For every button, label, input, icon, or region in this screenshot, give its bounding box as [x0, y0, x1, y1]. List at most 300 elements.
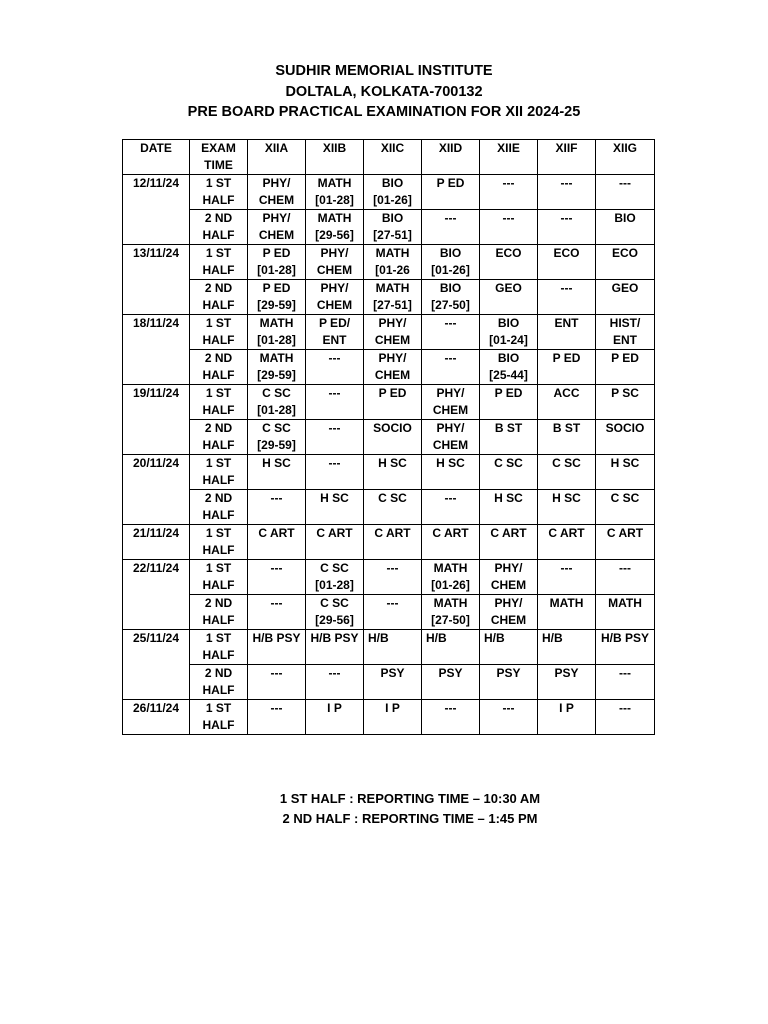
cell-text-line: --- [328, 666, 341, 680]
cell-text-line: C SC [494, 456, 523, 470]
date-cell: 13/11/24 [123, 245, 190, 315]
cell-text-line: H SC [552, 491, 581, 505]
cell-text-line: P ED [494, 386, 523, 400]
subject-cell [248, 315, 306, 350]
subject-cell [422, 490, 480, 525]
cell-text-line: ECO [495, 246, 522, 260]
subject-cell [538, 630, 596, 665]
subject-cell [248, 210, 306, 245]
subject-cell [480, 455, 538, 490]
cell-text-line: --- [619, 561, 631, 575]
subject-cell [596, 455, 655, 490]
subject-cell [306, 245, 364, 280]
table-row [123, 420, 655, 455]
subject-cell [248, 595, 306, 630]
table-row [123, 245, 655, 280]
subject-cell [480, 210, 538, 245]
subject-cell [480, 385, 538, 420]
cell-text-line: 2 ND [204, 491, 233, 505]
cell-text-line: I P [385, 701, 400, 715]
document-header [0, 61, 768, 123]
subject-cell [364, 280, 422, 315]
date-cell: 12/11/24 [123, 175, 190, 245]
cell-text-line: --- [502, 211, 515, 225]
subject-cell [480, 175, 538, 210]
cell-text-line: 2 ND [204, 596, 233, 610]
subject-cell [248, 280, 306, 315]
cell-text-line: C SC [552, 456, 581, 470]
cell-text-line: --- [619, 701, 631, 715]
subject-cell [364, 420, 422, 455]
subject-cell [596, 560, 655, 595]
subject-cell [422, 280, 480, 315]
cell-text-line: [01-26] [431, 263, 470, 277]
cell-text-line: HALF [202, 263, 235, 277]
cell-text-line: PHY/ [262, 211, 291, 225]
cell-text-line: P ED [262, 246, 291, 260]
exam-time-cell [190, 280, 248, 315]
subject-cell [248, 385, 306, 420]
cell-text-line: BIO [381, 176, 404, 190]
cell-text-line: MATH [317, 176, 352, 190]
cell-text-line: H/B [368, 631, 389, 645]
table-header-row [123, 140, 655, 175]
exam-time-cell [190, 560, 248, 595]
subject-cell [538, 350, 596, 385]
column-header [248, 140, 306, 175]
cell-text-line: --- [328, 421, 341, 435]
cell-text-line: BIO [439, 246, 462, 260]
subject-cell [538, 315, 596, 350]
cell-text-line: PSY [496, 666, 521, 680]
cell-text-line: [27-51] [373, 298, 412, 312]
cell-text-line: HALF [202, 438, 235, 452]
cell-text-line: BIO [381, 211, 404, 225]
cell-text-line: [29-59] [257, 368, 296, 382]
date-cell: 21/11/24 [123, 525, 190, 560]
subject-cell [422, 315, 480, 350]
cell-text-line: MATH [317, 211, 352, 225]
second-half-reporting-time: 2 ND HALF : REPORTING TIME – 1:45 PM [282, 811, 538, 826]
subject-cell [306, 280, 364, 315]
cell-text-line: ENT [613, 333, 637, 347]
cell-text-line: CHEM [374, 368, 411, 382]
subject-cell [422, 175, 480, 210]
cell-text-line: C ART [432, 526, 469, 540]
subject-cell [538, 420, 596, 455]
table-row [123, 350, 655, 385]
exam-time-cell [190, 490, 248, 525]
cell-text-line: HALF [202, 298, 235, 312]
cell-text-line: ECO [611, 246, 638, 260]
subject-cell [364, 210, 422, 245]
subject-cell [364, 490, 422, 525]
subject-cell [306, 210, 364, 245]
subject-cell [364, 560, 422, 595]
cell-text-line: HALF [202, 508, 235, 522]
cell-text-line: C SC [262, 386, 291, 400]
subject-cell [248, 175, 306, 210]
cell-text-line: CHEM [316, 298, 353, 312]
cell-text-line: PHY/ [494, 596, 523, 610]
cell-text-line: HALF [202, 403, 235, 417]
exam-time-cell [190, 420, 248, 455]
subject-cell [364, 665, 422, 700]
cell-text-line: BIO [497, 351, 520, 365]
column-header [480, 140, 538, 175]
subject-cell [248, 630, 306, 665]
cell-text-line: CHEM [258, 193, 295, 207]
cell-text-line: --- [328, 456, 341, 470]
column-header [538, 140, 596, 175]
subject-cell [364, 525, 422, 560]
cell-text-line: PSY [380, 666, 405, 680]
subject-cell [538, 490, 596, 525]
cell-text-line: PHY/ [494, 561, 523, 575]
cell-text-line: MATH [433, 561, 468, 575]
cell-text-line: --- [619, 176, 631, 190]
exam-time-cell [190, 175, 248, 210]
table-row [123, 560, 655, 595]
date-cell: 25/11/24 [123, 630, 190, 700]
cell-text-line: HALF [202, 578, 235, 592]
exam-time-cell [190, 700, 248, 735]
subject-cell [364, 385, 422, 420]
cell-text-line: GEO [611, 281, 639, 295]
cell-text-line: --- [270, 596, 283, 610]
column-header [364, 140, 422, 175]
cell-text-line: HALF [202, 473, 235, 487]
subject-cell [306, 525, 364, 560]
subject-cell [480, 525, 538, 560]
cell-text-line: [01-26] [373, 193, 412, 207]
subject-cell [248, 525, 306, 560]
subject-cell [306, 595, 364, 630]
cell-text-line: C ART [548, 526, 585, 540]
cell-text-line: --- [502, 176, 515, 190]
cell-text-line: CHEM [432, 403, 469, 417]
cell-text-line: 2 ND [204, 211, 233, 225]
cell-text-line: [01-28] [315, 578, 354, 592]
subject-cell [306, 490, 364, 525]
cell-text-line: P ED/ [318, 316, 351, 330]
column-header [306, 140, 364, 175]
cell-text-line: [29-59] [257, 298, 296, 312]
cell-text-line: --- [386, 596, 399, 610]
column-header [422, 140, 480, 175]
cell-text-line: 1 ST [205, 456, 232, 470]
subject-cell [422, 385, 480, 420]
cell-text-line: --- [270, 561, 283, 575]
table-row [123, 210, 655, 245]
cell-text-line: 1 ST [205, 561, 232, 575]
cell-text-line: PSY [438, 666, 463, 680]
cell-text-line: C ART [258, 526, 295, 540]
cell-text-line: EXAM [201, 141, 236, 155]
table-row [123, 385, 655, 420]
cell-text-line: [29-56] [315, 613, 354, 627]
date-cell: 19/11/24 [123, 385, 190, 455]
cell-text-line: [01-28] [315, 193, 354, 207]
subject-cell [480, 350, 538, 385]
subject-cell [596, 525, 655, 560]
table-row [123, 595, 655, 630]
subject-cell [538, 385, 596, 420]
subject-cell [480, 560, 538, 595]
subject-cell [306, 385, 364, 420]
cell-text-line: PHY/ [436, 421, 465, 435]
subject-cell [364, 350, 422, 385]
cell-text-line: --- [560, 561, 573, 575]
subject-cell [596, 490, 655, 525]
cell-text-line: [25-44] [489, 368, 528, 382]
cell-text-line: --- [444, 211, 457, 225]
cell-text-line: [01-28] [257, 263, 296, 277]
exam-time-cell [190, 665, 248, 700]
subject-cell [596, 315, 655, 350]
subject-cell [306, 350, 364, 385]
table-row [123, 700, 655, 735]
cell-text-line: H/B PSY [252, 631, 301, 645]
subject-cell [480, 280, 538, 315]
cell-text-line: --- [560, 176, 573, 190]
date-cell: 22/11/24 [123, 560, 190, 630]
subject-cell [596, 665, 655, 700]
subject-cell [306, 455, 364, 490]
subject-cell [480, 665, 538, 700]
cell-text-line: H SC [262, 456, 291, 470]
cell-text-line: MATH [549, 596, 584, 610]
cell-text-line: 1 ST [205, 176, 232, 190]
cell-text-line: --- [270, 701, 283, 715]
cell-text-line: SOCIO [605, 421, 645, 435]
date-cell: 18/11/24 [123, 315, 190, 385]
cell-text-line: P ED [552, 351, 581, 365]
subject-cell [538, 665, 596, 700]
table-row [123, 630, 655, 665]
cell-text-line: [27-51] [373, 228, 412, 242]
subject-cell [248, 665, 306, 700]
cell-text-line: CHEM [258, 228, 295, 242]
column-header [190, 140, 248, 175]
subject-cell [306, 420, 364, 455]
subject-cell [248, 420, 306, 455]
subject-cell [538, 700, 596, 735]
cell-text-line: P ED [436, 176, 465, 190]
cell-text-line: PHY/ [320, 281, 349, 295]
cell-text-line: --- [444, 701, 457, 715]
table-row [123, 280, 655, 315]
cell-text-line: --- [328, 386, 341, 400]
cell-text-line: H SC [436, 456, 465, 470]
cell-text-line: XIIG [612, 141, 637, 155]
cell-text-line: --- [560, 211, 573, 225]
cell-text-line: TIME [204, 158, 233, 172]
subject-cell [364, 245, 422, 280]
reporting-times [0, 789, 768, 829]
cell-text-line: BIO [614, 211, 636, 225]
table-row [123, 175, 655, 210]
cell-text-line: [29-56] [315, 228, 354, 242]
cell-text-line: C ART [606, 526, 644, 540]
cell-text-line: 1 ST [205, 316, 232, 330]
column-header [596, 140, 655, 175]
subject-cell [480, 630, 538, 665]
subject-cell [480, 490, 538, 525]
subject-cell [422, 630, 480, 665]
cell-text-line: B ST [494, 421, 523, 435]
cell-text-line: H/B [426, 631, 447, 645]
institute-name: SUDHIR MEMORIAL INSTITUTE [275, 63, 493, 79]
subject-cell [538, 595, 596, 630]
cell-text-line: 1 ST [205, 386, 232, 400]
subject-cell [596, 245, 655, 280]
cell-text-line: --- [328, 351, 341, 365]
cell-text-line: PHY/ [378, 351, 407, 365]
cell-text-line: H/B PSY [600, 631, 649, 645]
cell-text-line: I P [327, 701, 342, 715]
cell-text-line: --- [386, 561, 399, 575]
cell-text-line: MATH [608, 596, 642, 610]
cell-text-line: CHEM [490, 578, 527, 592]
table-row [123, 665, 655, 700]
cell-text-line: C ART [374, 526, 411, 540]
cell-text-line: XIIE [497, 141, 520, 155]
table-row [123, 315, 655, 350]
cell-text-line: MATH [259, 351, 294, 365]
cell-text-line: 2 ND [204, 666, 233, 680]
cell-text-line: --- [444, 316, 457, 330]
subject-cell [248, 490, 306, 525]
cell-text-line: C SC [320, 596, 349, 610]
cell-text-line: PHY/ [378, 316, 407, 330]
cell-text-line: CHEM [432, 438, 469, 452]
subject-cell [596, 210, 655, 245]
subject-cell [364, 630, 422, 665]
subject-cell [538, 210, 596, 245]
subject-cell [596, 595, 655, 630]
cell-text-line: 1 ST [205, 246, 232, 260]
cell-text-line: HALF [202, 718, 235, 732]
cell-text-line: H SC [610, 456, 640, 470]
cell-text-line: C ART [490, 526, 527, 540]
cell-text-line: P ED [611, 351, 639, 365]
cell-text-line: XIID [438, 141, 463, 155]
date-cell: 20/11/24 [123, 455, 190, 525]
cell-text-line: 1 ST [205, 631, 232, 645]
cell-text-line: C ART [316, 526, 353, 540]
subject-cell [248, 455, 306, 490]
cell-text-line: 1 ST [205, 701, 232, 715]
cell-text-line: HALF [202, 333, 235, 347]
table-row [123, 525, 655, 560]
exam-time-cell [190, 385, 248, 420]
subject-cell [364, 175, 422, 210]
first-half-reporting-time: 1 ST HALF : REPORTING TIME – 10:30 AM [279, 791, 541, 806]
table-row [123, 455, 655, 490]
cell-text-line: HALF [202, 543, 235, 557]
subject-cell [480, 700, 538, 735]
cell-text-line: HALF [202, 368, 235, 382]
cell-text-line: ENT [554, 316, 579, 330]
cell-text-line: H SC [320, 491, 349, 505]
cell-text-line: [01-26 [375, 263, 410, 277]
subject-cell [422, 245, 480, 280]
cell-text-line: BIO [439, 281, 462, 295]
cell-text-line: 2 ND [204, 421, 233, 435]
subject-cell [596, 385, 655, 420]
cell-text-line: GEO [495, 281, 522, 295]
subject-cell [538, 525, 596, 560]
cell-text-line: 2 ND [204, 281, 233, 295]
exam-time-cell [190, 245, 248, 280]
cell-text-line: ECO [553, 246, 580, 260]
cell-text-line: --- [444, 491, 457, 505]
cell-text-line: --- [560, 281, 573, 295]
cell-text-line: MATH [259, 316, 294, 330]
cell-text-line: HALF [202, 613, 235, 627]
cell-text-line: P SC [611, 386, 639, 400]
cell-text-line: DATE [140, 141, 172, 155]
subject-cell [538, 245, 596, 280]
subject-cell [248, 700, 306, 735]
exam-time-cell [190, 350, 248, 385]
cell-text-line: 2 ND [204, 351, 233, 365]
subject-cell [422, 525, 480, 560]
subject-cell [422, 210, 480, 245]
subject-cell [364, 595, 422, 630]
cell-text-line: HALF [202, 193, 235, 207]
cell-text-line: H/B PSY [310, 631, 359, 645]
subject-cell [248, 245, 306, 280]
cell-text-line: HALF [202, 228, 235, 242]
subject-cell [364, 700, 422, 735]
exam-time-cell [190, 595, 248, 630]
cell-text-line: CHEM [490, 613, 527, 627]
cell-text-line: P ED [262, 281, 291, 295]
subject-cell [480, 245, 538, 280]
cell-text-line: --- [270, 666, 283, 680]
subject-cell [422, 350, 480, 385]
subject-cell [480, 595, 538, 630]
subject-cell [422, 700, 480, 735]
cell-text-line: --- [270, 491, 283, 505]
cell-text-line: MATH [375, 246, 410, 260]
subject-cell [422, 560, 480, 595]
subject-cell [306, 700, 364, 735]
subject-cell [596, 420, 655, 455]
cell-text-line: PHY/ [320, 246, 349, 260]
exam-time-cell [190, 525, 248, 560]
subject-cell [248, 560, 306, 595]
cell-text-line: H/B [542, 631, 563, 645]
cell-text-line: [27-50] [431, 613, 470, 627]
date-cell: 26/11/24 [123, 700, 190, 735]
subject-cell [480, 420, 538, 455]
subject-cell [306, 665, 364, 700]
cell-text-line: --- [619, 666, 631, 680]
cell-text-line: HALF [202, 648, 235, 662]
cell-text-line: [01-28] [257, 403, 296, 417]
cell-text-line: [01-26] [431, 578, 470, 592]
column-header [123, 140, 190, 175]
cell-text-line: PSY [554, 666, 579, 680]
subject-cell [596, 350, 655, 385]
cell-text-line: SOCIO [373, 421, 412, 435]
cell-text-line: --- [502, 701, 515, 715]
cell-text-line: C SC [610, 491, 640, 505]
subject-cell [248, 350, 306, 385]
